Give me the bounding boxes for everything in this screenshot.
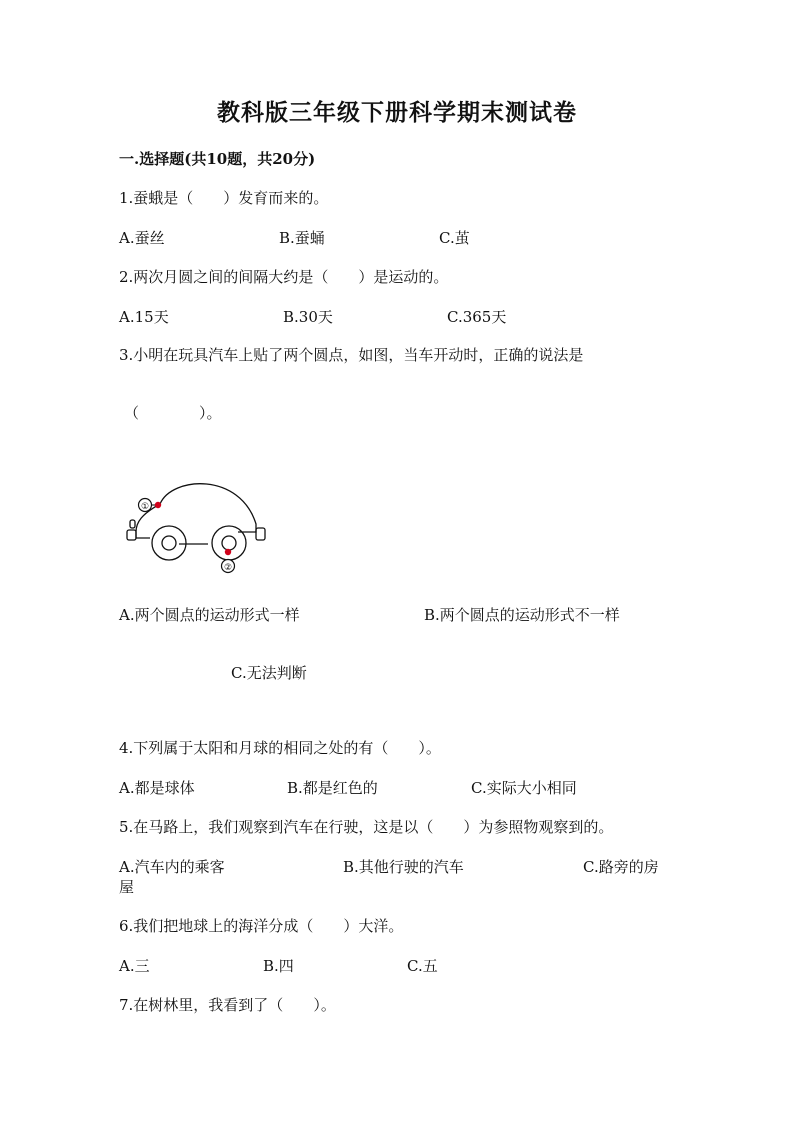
question-4-option-a[interactable]: A.都是球体 — [119, 779, 195, 797]
question-3-stem-continued: （ ）。 — [124, 404, 222, 422]
dot-label-2: ② — [223, 563, 233, 573]
question-2-option-a[interactable]: A.15天 — [119, 308, 169, 326]
question-5-stem: 5.在马路上，我们观察到汽车在行驶，这是以（ ）为参照物观察到的。 — [119, 818, 614, 836]
toy-car-figure — [122, 474, 272, 576]
question-4-option-c[interactable]: C.实际大小相同 — [471, 779, 577, 797]
question-2-option-c[interactable]: C.365天 — [447, 308, 507, 326]
question-1-stem: 1.蚕蛾是（ ）发育而来的。 — [119, 189, 329, 207]
dot-label-1: ① — [140, 502, 150, 512]
question-6-option-c[interactable]: C.五 — [407, 957, 438, 975]
question-4-stem: 4.下列属于太阳和月球的相同之处的有（ ）。 — [119, 739, 441, 757]
question-4-option-b[interactable]: B.都是红色的 — [287, 779, 378, 797]
question-3-option-b[interactable]: B.两个圆点的运动形式不一样 — [424, 606, 620, 624]
question-5-option-c[interactable]: C.路旁的房 — [583, 858, 659, 876]
question-3-option-c[interactable]: C.无法判断 — [231, 664, 307, 682]
question-6-option-b[interactable]: B.四 — [263, 957, 294, 975]
question-6-stem: 6.我们把地球上的海洋分成（ ）大洋。 — [119, 917, 404, 935]
question-3-option-a[interactable]: A.两个圆点的运动形式一样 — [119, 606, 300, 624]
question-3-stem: 3.小明在玩具汽车上贴了两个圆点，如图，当车开动时，正确的说法是 — [119, 346, 584, 364]
page-title: 教科版三年级下册科学期末测试卷 — [217, 99, 577, 126]
red-dot-1 — [155, 502, 161, 508]
question-7-stem: 7.在树林里，我看到了（ ）。 — [119, 996, 336, 1014]
question-5-option-b[interactable]: B.其他行驶的汽车 — [343, 858, 464, 876]
question-1-option-a[interactable]: A.蚕丝 — [119, 229, 165, 247]
question-1-option-c[interactable]: C.茧 — [439, 229, 470, 247]
question-6-option-a[interactable]: A.三 — [119, 957, 150, 975]
question-5-option-c-wrap: 屋 — [119, 878, 135, 896]
question-2-option-b[interactable]: B.30天 — [283, 308, 333, 326]
question-1-option-b[interactable]: B.蚕蛹 — [279, 229, 325, 247]
section-heading: 一.选择题(共10题，共20分) — [119, 150, 316, 168]
red-dot-2 — [225, 549, 231, 555]
question-2-stem: 2.两次月圆之间的间隔大约是（ ）是运动的。 — [119, 268, 449, 286]
question-5-option-a[interactable]: A.汽车内的乘客 — [119, 858, 225, 876]
